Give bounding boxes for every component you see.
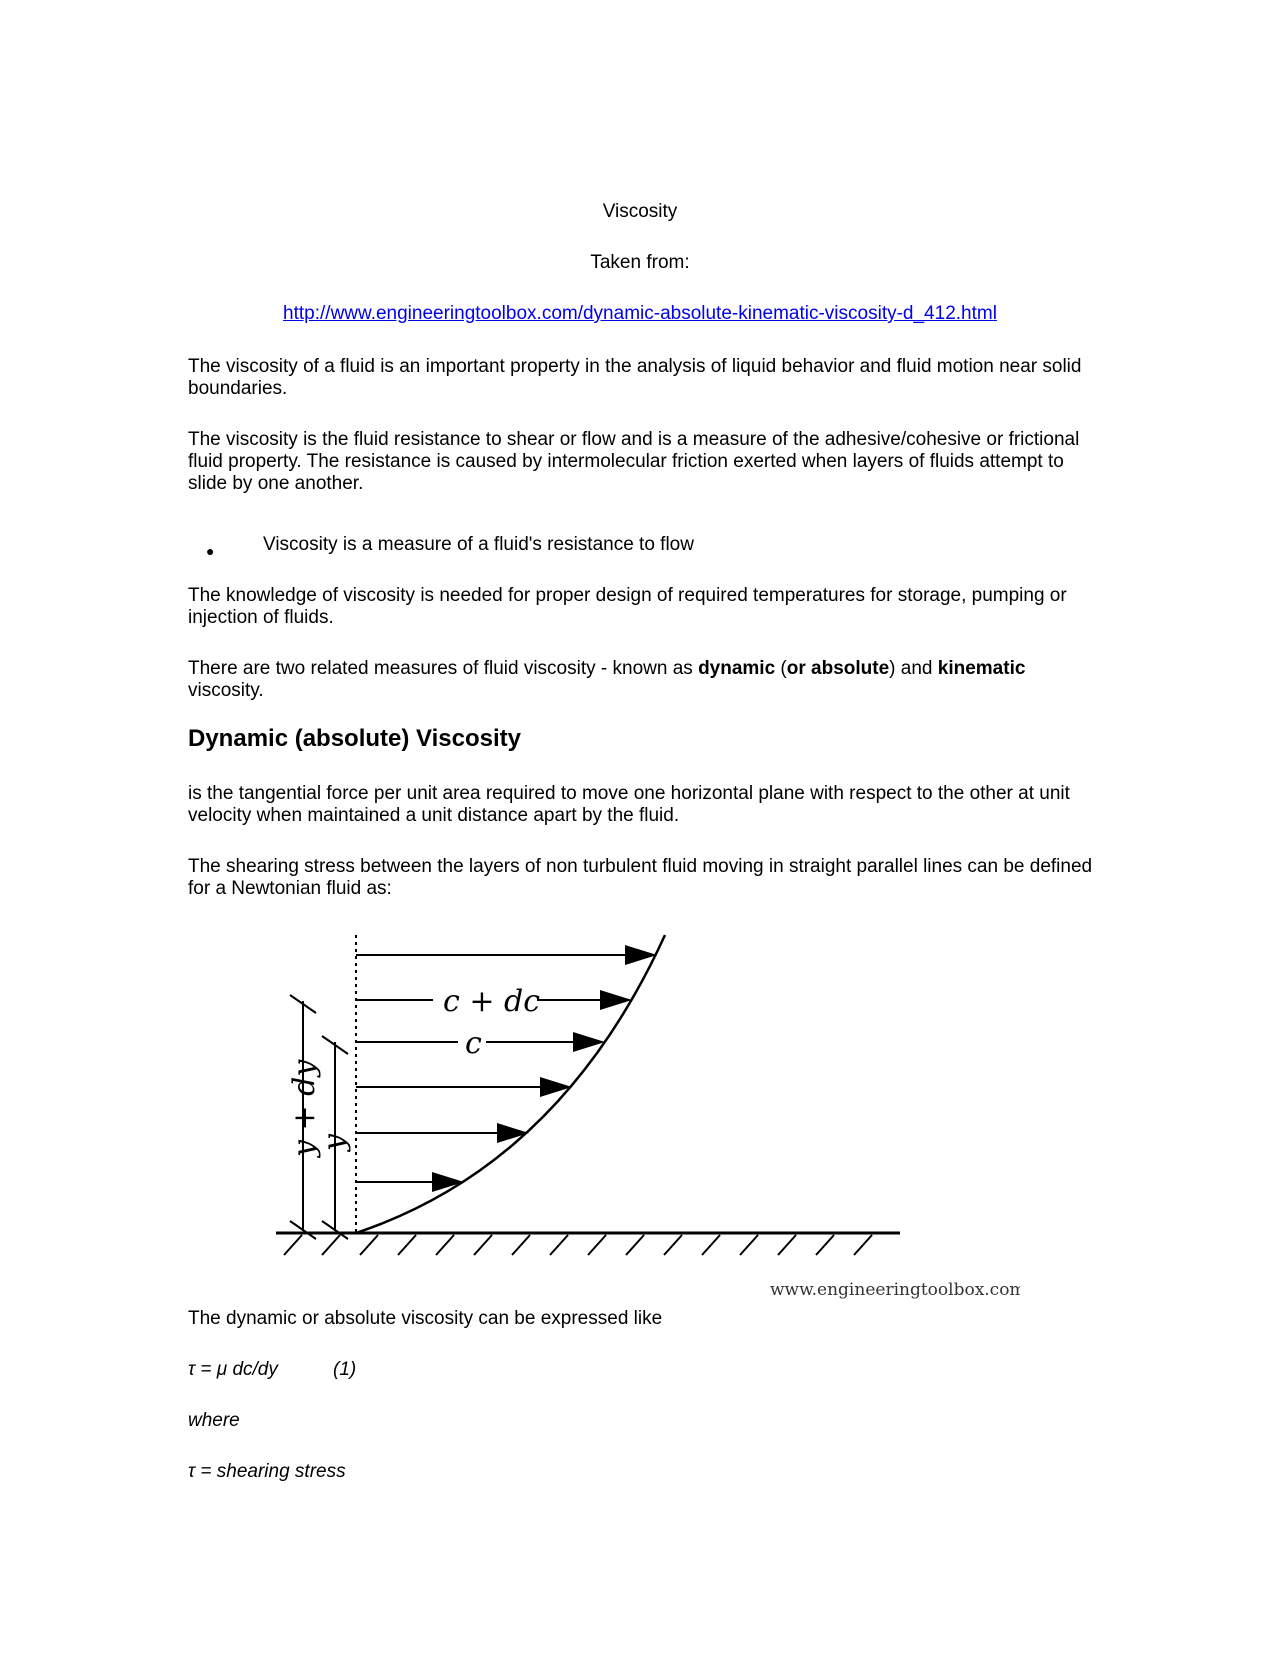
definition-paragraph: is the tangential force per unit area required to move one horizontal plane with respect to the other at unit velocity when maintained a unit distance apart by the fluid.	[188, 783, 1070, 826]
label-y: y	[317, 1134, 352, 1151]
measures-text-3: ) and	[889, 658, 938, 679]
measures-bold-absolute: or absolute	[786, 658, 890, 679]
measures-bold-dynamic: dynamic	[698, 658, 776, 679]
source-url-link[interactable]: http://www.engineeringtoolbox.com/dynamic-absolute-kinematic-viscosity-d_412.html	[283, 303, 997, 324]
tau-definition: τ = shearing stress	[188, 1461, 346, 1482]
velocity-profile-curve	[356, 935, 665, 1233]
hatch-mark	[740, 1235, 758, 1255]
hatch-mark	[284, 1235, 302, 1255]
intro-paragraph: The viscosity of a fluid is an important property in the analysis of liquid behavior and fluid motion near solid boundaries.	[188, 356, 1082, 399]
resistance-paragraph: The viscosity is the fluid resistance to shear or flow and is a measure of the adhesive/cohesive or frictional fluid property. The resistance is caused by intermolecular friction exerted when layers of fluids attempt to slide by one another.	[188, 429, 1080, 494]
hatch-mark	[702, 1235, 720, 1255]
equation-line	[188, 1359, 1093, 1381]
equation-number: (1)	[333, 1359, 357, 1380]
label-c: c	[465, 1026, 482, 1061]
measures-paragraph	[188, 658, 1093, 702]
bullet-icon: ●	[206, 543, 215, 559]
hatch-mark	[778, 1235, 796, 1255]
knowledge-paragraph: The knowledge of viscosity is needed for proper design of required temperatures for storage, pumping or injection of fluids.	[188, 585, 1067, 628]
hatch-mark	[816, 1235, 834, 1255]
shear-paragraph: The shearing stress between the layers of non turbulent fluid moving in straight parallel lines can be defined for a Newtonian fluid as:	[188, 856, 1093, 899]
hatch-mark	[512, 1235, 530, 1255]
hatch-mark	[664, 1235, 682, 1255]
boundary-hatching	[284, 1235, 872, 1255]
hatch-mark	[436, 1235, 454, 1255]
figure-watermark: www.engineeringtoolbox.com	[770, 1280, 1020, 1300]
velocity-profile-figure	[260, 925, 1020, 1311]
hatch-mark	[854, 1235, 872, 1255]
measures-text-2: (	[775, 658, 787, 679]
velocity-profile-diagram	[260, 925, 1020, 1305]
hatch-mark	[588, 1235, 606, 1255]
measures-text-4: viscosity.	[188, 680, 264, 701]
hatch-mark	[360, 1235, 378, 1255]
measures-bold-kinematic: kinematic	[937, 658, 1026, 679]
where-label: where	[188, 1410, 240, 1431]
hatch-mark	[550, 1235, 568, 1255]
document-title: Viscosity	[602, 201, 678, 222]
section-heading: Dynamic (absolute) Viscosity	[188, 725, 521, 752]
arrow-head-6	[432, 1172, 464, 1192]
source-url-line	[0, 303, 1280, 325]
equation: τ = μ dc/dy	[188, 1359, 278, 1380]
measures-text-1: There are two related measures of fluid viscosity - known as	[188, 658, 699, 679]
velocity-arrows	[356, 945, 657, 1192]
source-label: Taken from:	[590, 252, 690, 273]
arrow-head-5	[497, 1123, 529, 1143]
bullet-item: Viscosity is a measure of a fluid's resistance to flow	[263, 534, 694, 555]
label-c-dc: c + dc	[443, 984, 541, 1019]
arrow-head-4	[540, 1077, 572, 1097]
hatch-mark	[322, 1235, 340, 1255]
expressed-line: The dynamic or absolute viscosity can be expressed like	[188, 1308, 663, 1329]
label-y-dy: y + dy	[287, 1059, 322, 1157]
hatch-mark	[398, 1235, 416, 1255]
hatch-mark	[626, 1235, 644, 1255]
hatch-mark	[474, 1235, 492, 1255]
